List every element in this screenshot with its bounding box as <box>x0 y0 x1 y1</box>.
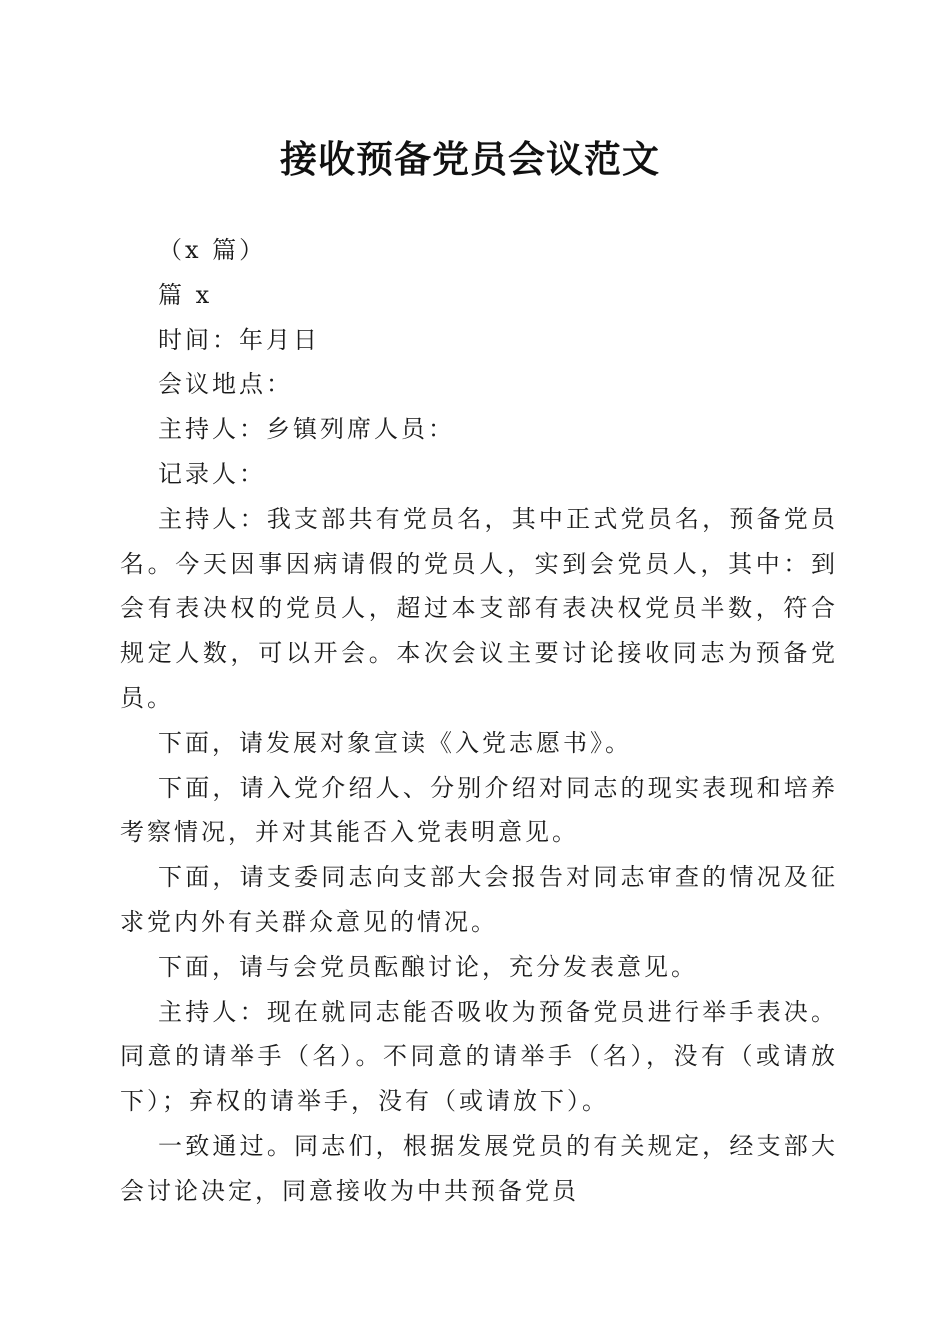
paragraph-host: 主持人：乡镇列席人员： <box>158 415 455 444</box>
paragraph-conclusion: 一致通过。同志们，根据发展党员的有关规定，经支部大会讨论决定，同意接收为中共预备党员 <box>120 1131 838 1205</box>
paragraph-location: 会议地点： <box>158 370 293 399</box>
paragraph-time: 时间：年月日 <box>158 325 320 354</box>
document-title: 接收预备党员会议范文 <box>280 137 660 181</box>
paragraph-recorder: 记录人： <box>158 459 266 488</box>
paragraph-discussion: 下面，请与会党员酝酿讨论，充分发表意见。 <box>158 952 698 981</box>
paragraph-section: 篇 x <box>158 280 213 309</box>
document-body <box>120 228 838 1214</box>
paragraph-committee-report: 下面，请支委同志向支部大会报告对同志审查的情况及征求党内外有关群众意见的情况。 <box>120 863 838 936</box>
paragraph-vote: 主持人：现在就同志能否吸收为预备党员进行举手表决。同意的请举手（名）。不同意的请举手（名），没有（或请放下）；弃权的请举手，没有（或请放下）。 <box>120 997 838 1116</box>
paragraph-opening: 主持人：我支部共有党员名，其中正式党员名，预备党员名。今天因事因病请假的党员人，实到会党员人，其中：到会有表决权的党员人，超过本支部有表决权党员半数，符合规定人数，可以开会。本次会议主要讨论接收同志为预备党员。 <box>120 504 838 712</box>
paragraph-introducers: 下面，请入党介绍人、分别介绍对同志的现实表现和培养考察情况，并对其能否入党表明意见。 <box>120 773 838 847</box>
paragraph-count: （x 篇） <box>158 236 267 264</box>
paragraph-application: 下面，请发展对象宣读《入党志愿书》。 <box>158 728 632 757</box>
